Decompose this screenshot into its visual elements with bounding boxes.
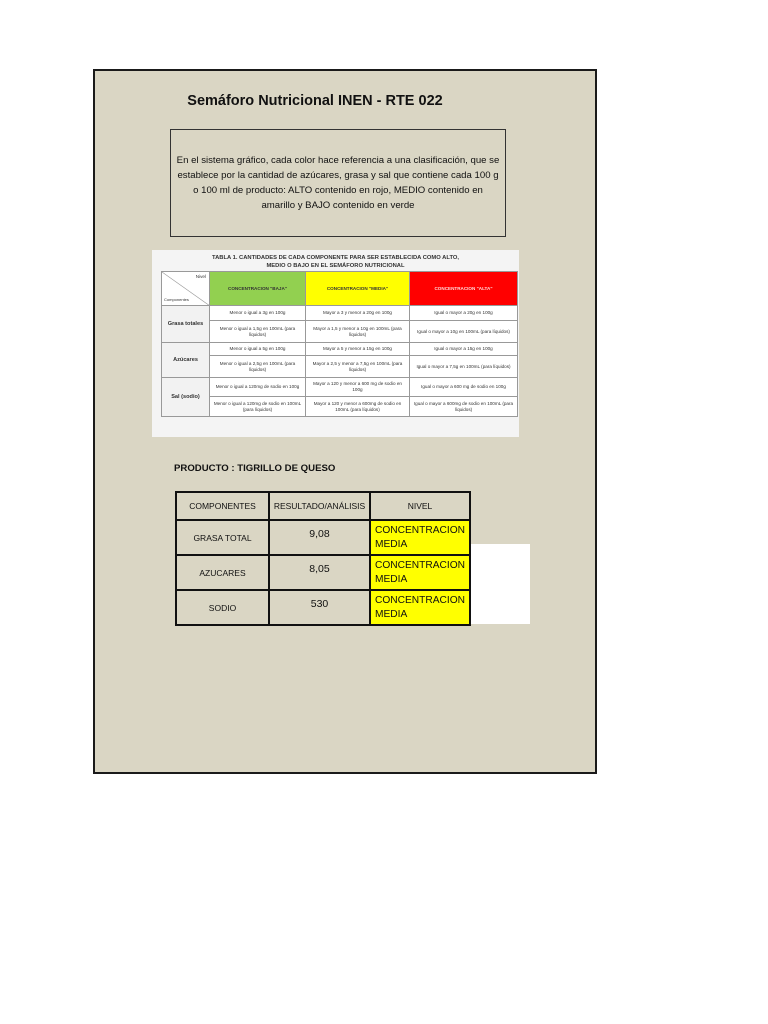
reference-title-line2: MEDIO O BAJO EN EL SEMÁFORO NUTRICIONAL (266, 262, 405, 269)
ref-cell: Mayor a 5 y menor a 15g en 100g (306, 343, 410, 356)
table-row (176, 520, 470, 555)
result-cell: 530 (269, 590, 370, 625)
page-title: Semáforo Nutricional INEN - RTE 022 (187, 93, 443, 109)
header-low: CONCENTRACION "BAJA" (210, 272, 306, 306)
description-box (170, 129, 506, 237)
level-cell: CONCENTRACION MEDIA (370, 590, 470, 625)
reference-row (162, 321, 518, 343)
ref-cell: Menor o igual a 120mg de sodio en 100mL (para líquidos) (210, 397, 306, 417)
ref-cell: Menor o igual a 120mg de sodio en 100g (210, 378, 306, 397)
reference-corner-cell (162, 272, 210, 306)
description-text: En el sistema gráfico, cada color hace referencia a una clasificación, que se establece por la cantidad de azúcares, grasa y sal que contiene cada 100 g o 100 ml de producto: ALTO contenido en rojo, MEDIO contenido en amarillo y BAJO contenido en verde (176, 155, 500, 211)
row-label-sal: Sal (sodio) (162, 378, 210, 417)
results-table (175, 491, 471, 626)
header-resultado: RESULTADO/ANÁLISIS (269, 492, 370, 520)
level-cell: CONCENTRACION MEDIA (370, 555, 470, 590)
ref-cell: Mayor a 120 y menor a 600mg de sodio en 100mL (para líquidos) (306, 397, 410, 417)
ref-cell: Igual o mayor a 10g en 100mL (para líquidos) (410, 321, 518, 343)
ref-cell: Menor o igual a 1,5g en 100mL (para líquidos) (210, 321, 306, 343)
ref-cell: Mayor a 120 y menor a 600 mg de sodio en 100g (306, 378, 410, 397)
header-mid: CONCENTRACION "MEDIA" (306, 272, 410, 306)
level-cell: CONCENTRACION MEDIA (370, 520, 470, 555)
reference-title-line1: TABLA 1. CANTIDADES DE CADA COMPONENTE PARA SER ESTABLECIDA COMO ALTO, (211, 255, 459, 261)
reference-row (162, 356, 518, 378)
reference-table (161, 271, 518, 417)
ref-cell: Menor o igual a 3g en 100g (210, 306, 306, 321)
ref-cell: Igual o mayor a 7,5g en 100mL (para líquidos) (410, 356, 518, 378)
table-row (176, 555, 470, 590)
ref-cell: Mayor a 2,5 y menor a 7,5g en 100mL (para líquidos) (306, 356, 410, 378)
reference-header-row (162, 272, 518, 306)
corner-bottom-label: Componentes (164, 297, 189, 302)
reference-table-title (152, 255, 519, 270)
corner-top-label: Nivel (195, 274, 206, 279)
ref-cell: Menor o igual a 5g en 100g (210, 343, 306, 356)
row-label-grasa: Grasa totales (162, 306, 210, 343)
reference-row (162, 306, 518, 321)
ref-cell: Mayor a 3 y menor a 20g en 100g (306, 306, 410, 321)
reference-row (162, 378, 518, 397)
document-panel (93, 69, 597, 774)
result-cell: 9,08 (269, 520, 370, 555)
header-high: CONCENTRACION "ALTA" (410, 272, 518, 306)
reference-table-image (152, 250, 519, 437)
header-nivel: NIVEL (370, 492, 470, 520)
product-label: PRODUCTO : TIGRILLO DE QUESO (174, 463, 336, 474)
reference-row (162, 343, 518, 356)
header-componentes: COMPONENTES (176, 492, 269, 520)
reference-row (162, 397, 518, 417)
component-cell: AZUCARES (176, 555, 269, 590)
row-label-azucares: Azúcares (162, 343, 210, 378)
ref-cell: Mayor a 1,5 y menor a 10g en 100mL (para líquidos) (306, 321, 410, 343)
ref-cell: Igual o mayor a 600mg de sodio en 100mL (para líquidos) (410, 397, 518, 417)
component-cell: SODIO (176, 590, 269, 625)
results-header-row (176, 492, 470, 520)
ref-cell: Igual o mayor a 600 mg de sodio en 100g (410, 378, 518, 397)
ref-cell: Menor o igual a 2,5g en 100mL (para líquidos) (210, 356, 306, 378)
component-cell: GRASA TOTAL (176, 520, 269, 555)
ref-cell: Igual o mayor a 20g en 100g (410, 306, 518, 321)
white-patch (465, 544, 530, 624)
ref-cell: Igual o mayor a 15g en 100g (410, 343, 518, 356)
result-cell: 8,05 (269, 555, 370, 590)
table-row (176, 590, 470, 625)
